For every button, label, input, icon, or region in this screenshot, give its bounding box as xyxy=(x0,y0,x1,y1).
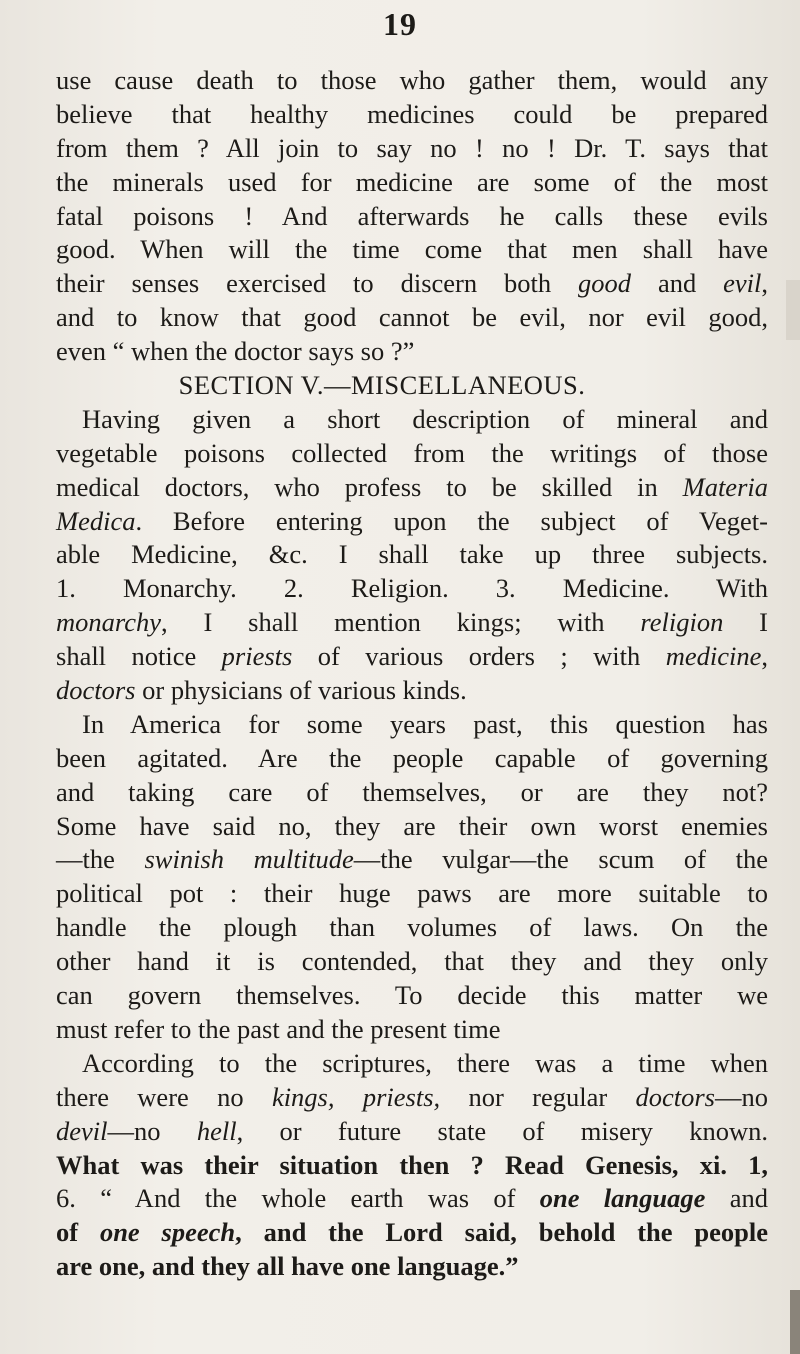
text-line: handle the plough than volumes of laws. On the xyxy=(56,912,768,943)
text-line: able Medicine, &c. I shall take up three subjects. xyxy=(56,539,768,570)
text-line: other hand it is contended, that they and they only xyxy=(56,946,768,977)
text-line: Some have said no, they are their own worst enemies xyxy=(56,810,768,841)
text-line: good. When will the time come that men shall have xyxy=(56,234,768,265)
text-line: must refer to the past and the present time xyxy=(56,1013,501,1044)
text-line: the minerals used for medicine are some of the most xyxy=(56,166,768,197)
text-line: monarchy, I shall mention kings; with religion I xyxy=(56,607,769,638)
text-line: use cause death to those who gather them, would any xyxy=(56,65,768,95)
text-line: their senses exercised to discern both good and evil, xyxy=(56,268,769,299)
text-line: fatal poisons ! And afterwards he calls these evils xyxy=(56,200,768,231)
text-line: In America for some years past, this question has xyxy=(82,708,768,739)
text-line: are one, and they all have one language.” xyxy=(56,1251,519,1282)
text-line: and taking care of themselves, or are they not? xyxy=(56,776,768,807)
page-number: 19 xyxy=(383,6,417,42)
text-line: and to know that good cannot be evil, nor evil good, xyxy=(56,302,768,333)
text-line: Having given a short description of mineral and xyxy=(82,403,768,434)
text-line: devil—no hell, or future state of misery known. xyxy=(56,1115,769,1146)
text-line: medical doctors, who profess to be skilled in Materia xyxy=(56,471,768,502)
text-line: What was their situation then ? Read Genesis, xi. 1, xyxy=(56,1149,768,1180)
text-line: 1. Monarchy. 2. Religion. 3. Medicine. With xyxy=(56,573,768,604)
text-line: —the swinish multitude—the vulgar—the scum of the xyxy=(56,844,768,875)
section-heading: SECTION V.—MISCELLANEOUS. xyxy=(178,370,586,401)
text-line: of one speech, and the Lord said, behold the people xyxy=(56,1217,768,1248)
page-edge-shadow xyxy=(786,280,800,340)
page-body xyxy=(56,64,768,1284)
text-line: According to the scriptures, there was a time when xyxy=(82,1047,768,1078)
text-line: from them ? All join to say no ! no ! Dr. T. says that xyxy=(56,132,768,163)
text-line: even “ when the doctor says so ?” xyxy=(56,336,415,367)
text-line: believe that healthy medicines could be prepared xyxy=(56,98,768,129)
text-line: shall notice priests of various orders ; with medicine, xyxy=(56,641,768,672)
text-line: can govern themselves. To decide this matter we xyxy=(56,980,768,1011)
text-line: been agitated. Are the people capable of governing xyxy=(56,742,768,773)
text-line: 6. “ And the whole earth was of one language and xyxy=(56,1183,768,1214)
text-line: vegetable poisons collected from the writings of those xyxy=(56,437,768,468)
page-edge-shadow xyxy=(790,1290,800,1354)
text-line: political pot : their huge paws are more suitable to xyxy=(56,878,768,909)
text-line: doctors or physicians of various kinds. xyxy=(56,675,467,706)
text-line: there were no kings, priests, nor regular doctors—no xyxy=(56,1081,768,1112)
text-line: Medica. Before entering upon the subject of Veget- xyxy=(56,505,768,536)
